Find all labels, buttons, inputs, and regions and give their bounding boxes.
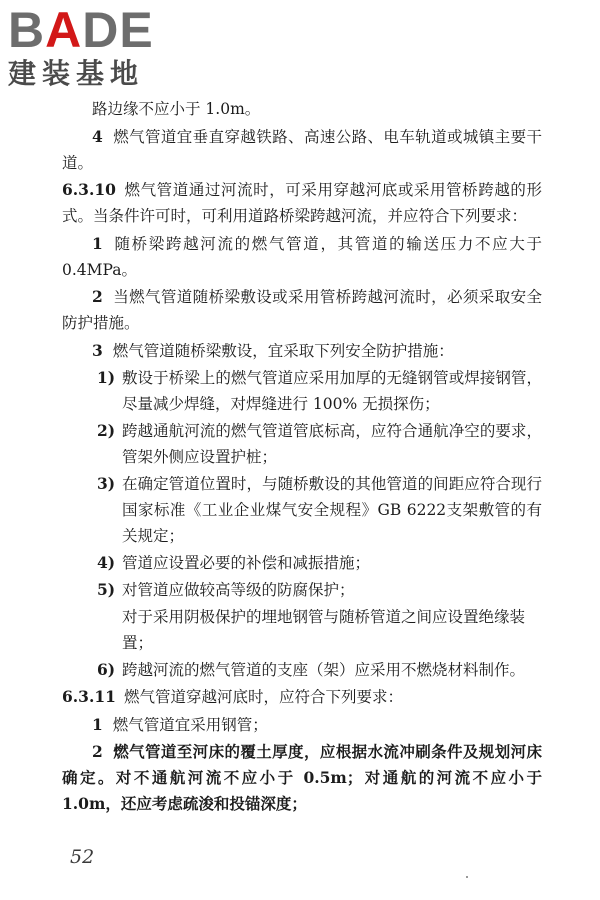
speck-mark — [466, 876, 468, 878]
clause-6-3-11: 6.3.11 燃气管道穿越河底时，应符合下列要求： — [62, 687, 403, 706]
sub-item: 5) 对管道应做较高等级的防腐保护； — [97, 580, 355, 599]
list-item-emphasized: 2 燃气管道至河床的覆土厚度，应根据水流冲刷条件及规划河床确定。对不通航河流不应小于 0.5m；对通航的河流不应小于 1.0m，还应考虑疏浚和投锚深度； — [62, 742, 542, 813]
list-item: 1 燃气管道宜采用钢管； — [92, 714, 268, 734]
list-item: 3 燃气管道随桥梁敷设，宜采取下列安全防护措施： — [92, 340, 454, 360]
list-item: 2 当燃气管道随桥梁敷设或采用管桥跨越河流时，必须采取安全防护措施。 — [62, 287, 542, 332]
clause-6-3-10: 6.3.10 燃气管道通过河流时，可采用穿越河底或采用管桥跨越的形式。当条件许可时，可利用道路桥梁跨越河流，并应符合下列要求： — [62, 180, 542, 225]
page-number: 52 — [70, 846, 95, 868]
paragraph: 4 燃气管道宜垂直穿越铁路、高速公路、电车轨道或城镇主要干道。 — [62, 126, 542, 172]
bade-logo — [8, 2, 178, 90]
paragraph: 路边缘不应小于 1.0m。 — [92, 100, 261, 118]
sub-item-continuation: 对于采用阴极保护的埋地钢管与随桥管道之间应设置绝缘装置； — [122, 608, 526, 652]
sub-item: 4) 管道应设置必要的补偿和减振措施； — [97, 553, 371, 572]
sub-item: 3) 在确定管道位置时，与随桥敷设的其他管道的间距应符合现行国家标准《工业企业煤气安全规程》GB 6222支架敷管的有关规定； — [97, 474, 542, 545]
logo-wordmark: BADE — [8, 2, 154, 58]
list-item: 1 随桥梁跨越河流的燃气管道，其管道的输送压力不应大于 0.4MPa。 — [62, 233, 542, 279]
sub-item: 6) 跨越河流的燃气管道的支座（架）应采用不燃烧材料制作。 — [97, 660, 526, 679]
sub-item: 2) 跨越通航河流的燃气管道管底标高，应符合通航净空的要求，管架外侧应设置护桩； — [97, 421, 542, 466]
sub-item: 1) 敷设于桥梁上的燃气管道应采用加厚的无缝钢管或焊接钢管，尽量减少焊缝，对焊缝进行 100% 无损探伤； — [97, 368, 542, 413]
logo-subtitle: 建装基地 — [8, 57, 145, 90]
document-body — [62, 96, 542, 819]
